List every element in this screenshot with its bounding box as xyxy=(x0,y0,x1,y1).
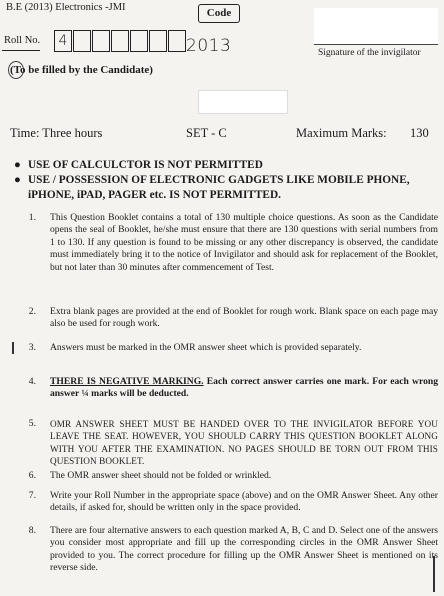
instruction-item: 5. OMR ANSWER SHEET MUST BE HANDED OVER TO THE INVIGILATOR BEFORE YOU LEAVE THE SEAT. HOWEVER, YOU SHOULD CARRY THIS QUESTION BOOKLET ALONG WITH YOU AFTER THE EXAMINATION. NO PAGES SHOULD BE TORN OUT FROM THIS QUESTION BOOKLET. xyxy=(28,418,438,467)
roll-number-boxes xyxy=(54,30,187,52)
signature-line xyxy=(314,44,438,45)
paper-code-box: Code xyxy=(198,4,240,23)
exam-time: Time: Three hours xyxy=(10,126,103,140)
roll-digit-box[interactable] xyxy=(73,30,91,52)
signature-label: Signature of the invigilator xyxy=(318,48,421,58)
bullet-icon: ● xyxy=(14,159,21,171)
roll-digit-box[interactable] xyxy=(130,30,148,52)
instruction-item: 4. THERE IS NEGATIVE MARKING. Each correct answer carries one mark. For each wrong answer ¼ marks will be deducted. xyxy=(28,376,438,400)
instruction-item: 3. Answers must be marked in the OMR answer sheet which is provided separately. xyxy=(28,342,362,353)
rule-calculator: ● USE OF CALCULCTOR IS NOT PERMITTED xyxy=(14,159,263,171)
candidate-note: (To be filled by the Candidate) xyxy=(10,64,153,76)
roll-digit-box[interactable] xyxy=(149,30,167,52)
roll-number-label: Roll No. xyxy=(4,35,41,46)
instruction-item: 6. The OMR answer sheet should not be folded or wrinkled. xyxy=(28,470,272,481)
max-marks-label: Maximum Marks: xyxy=(296,126,387,140)
roll-digit-box[interactable] xyxy=(168,30,186,52)
roll-digit-box[interactable] xyxy=(92,30,110,52)
instruction-item: 8. There are four alternative answers to each question marked A, B, C and D. Select one of the answers you consider most appropriate and fill up the corresponding circles in the OMR Answer Sheet provided to you. The correct procedure for filling up the OMR Answer Sheet is mentioned on its reverse side. xyxy=(28,525,438,574)
instruction-item: 7. Write your Roll Number in the appropriate space (above) and on the OMR Answer Sheet. Any other details, if asked for, should be written only in the space provided. xyxy=(28,490,438,514)
instruction-item: 1. This Question Booklet contains a total of 130 multiple choice questions. As soon as the Candidate opens the seal of Booklet, he/she must ensure that there are 130 questions with serial numbers from 1 to 130. If any question is found to be missing or any other discrepancy is observed, the candidate must immediately bring it to the notice of Invigilator and should ask for replacement of the Booklet, but not later than 30 minutes after commencement of Test. xyxy=(28,212,438,273)
roll-digit-box[interactable]: 4 xyxy=(54,30,72,52)
instruction-item: 2. Extra blank pages are provided at the end of Booklet for rough work. Blank space on each page may also be used for rough work. xyxy=(28,306,438,330)
course-header: B.E (2013) Electronics -JMI xyxy=(6,2,126,13)
max-marks-value: 130 xyxy=(410,126,429,140)
handwritten-year: 2013 xyxy=(186,36,232,56)
roll-digit-box[interactable] xyxy=(111,30,129,52)
bullet-icon: ● xyxy=(14,174,21,186)
exam-set: SET - C xyxy=(186,126,227,140)
roll-label-underline xyxy=(2,50,40,51)
negative-marking-title: THERE IS NEGATIVE MARKING. xyxy=(50,376,204,387)
signature-box xyxy=(314,8,438,44)
rule-gadgets: ● USE / POSSESSION OF ELECTRONIC GADGETS LIKE MOBILE PHONE, iPHONE, iPAD, PAGER etc. IS NOT PERMITTED. xyxy=(14,174,410,201)
blank-box xyxy=(198,90,288,114)
